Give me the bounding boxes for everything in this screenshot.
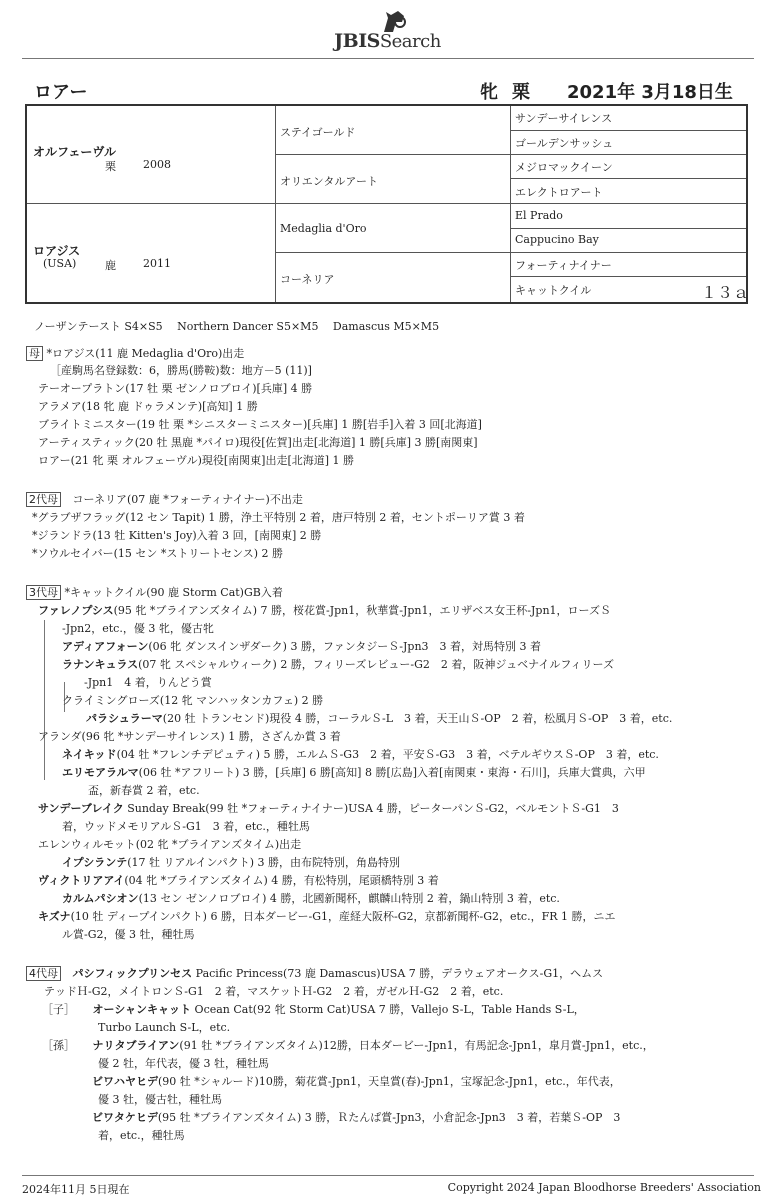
descendant-detail: (07 牝 スペシャルウィーク) 2 勝，フィリーズレビュー-G2 2 着，阪神ジュベナイルフィリーズ xyxy=(138,658,614,671)
child-tag: ［子］ xyxy=(42,1003,75,1016)
grandchild-name[interactable]: ビワタケヒデ xyxy=(92,1111,158,1124)
descendant-line xyxy=(62,819,310,834)
report-date: 2024年11月 5日現在 xyxy=(22,1183,130,1196)
descendant-detail: (06 牡 *アフリート) 3 勝，[兵庫] 6 勝[高知] 8 勝[広島]入着[南関東・東海・石川]，兵庫大賞典，六甲 xyxy=(138,766,646,779)
pedigree-table xyxy=(25,104,748,304)
dsd[interactable]: Cappucino Bay xyxy=(515,233,599,246)
sire-year: 2008 xyxy=(143,158,171,171)
sire-dam[interactable]: オリエンタルアート xyxy=(280,175,379,188)
footer-rule xyxy=(22,1175,754,1176)
descendant-line[interactable] xyxy=(62,891,560,906)
second-dam-tag: 2代母 xyxy=(26,492,61,507)
grandchild-line[interactable] xyxy=(92,1074,621,1089)
sire-color: 栗 xyxy=(105,160,116,173)
third-dam-head xyxy=(26,585,283,600)
sire-name[interactable]: オルフェーヴル xyxy=(33,145,117,159)
descendant-detail: 着，ウッドメモリアルＳ-G1 3 着，etc.，種牡馬 xyxy=(62,820,310,833)
descendant-line xyxy=(84,675,212,690)
horse-sex: 牝 xyxy=(480,82,498,103)
grandchild-line-2: 優 2 牡，年代表，優 3 牡，種牡馬 xyxy=(98,1057,269,1070)
descendant-detail: -Jpn2，etc.，優 3 牝，優古牝 xyxy=(62,622,214,635)
dam-line[interactable]: ロアー(21 牝 栗 オルフェーヴル)現役[南関東]出走[北海道] 1 勝 xyxy=(38,454,355,467)
dss[interactable]: El Prado xyxy=(515,209,563,222)
sds[interactable]: メジロマックイーン xyxy=(515,161,613,174)
second-dam-line[interactable]: *ジランドラ(13 牡 Kitten's Joy)入着 3 回，[南関東] 2 勝 xyxy=(32,529,322,542)
descendant-line[interactable] xyxy=(38,801,619,816)
grandchild-detail: (90 牡 *シャルード)10勝，菊花賞-Jpn1，天皇賞(春)-Jpn1，宝塚記念-Jpn1，etc.，年代表， xyxy=(158,1075,621,1088)
descendant-name[interactable]: ネイキッド xyxy=(62,748,117,761)
dam-year: 2011 xyxy=(143,257,171,270)
descendant-detail: (20 牡 トランセンド)現役 4 勝，コーラルＳ-L 3 着，天王山Ｓ-OP 2 着，松風月Ｓ-OP 3 着，etc. xyxy=(162,712,673,725)
descendant-name[interactable]: ファレノプシス xyxy=(38,604,114,617)
horse-birthdate: 2021年 3月18日生 xyxy=(567,82,733,103)
grandchild-name[interactable]: ナリタブライアン xyxy=(92,1039,180,1052)
child-detail: Ocean Cat(92 牝 Storm Cat)USA 7 勝，Vallejo S-L，Table Hands S-L， xyxy=(191,1003,585,1016)
dam-sire[interactable]: Medaglia d'Oro xyxy=(280,222,367,235)
descendant-name[interactable]: イプシランテ xyxy=(62,856,128,869)
grandchild-line-2: 着，etc.，種牡馬 xyxy=(98,1129,185,1142)
horse-color: 栗 xyxy=(512,82,530,103)
descendant-detail: (10 牡 ディープインパクト) 6 勝，日本ダービー-G1，産経大阪杯-G2，京都新聞杯-G2，etc.，FR 1 勝，ニエ xyxy=(70,910,616,923)
copyright: Copyright 2024 Japan Bloodhorse Breeders' Association xyxy=(447,1181,761,1194)
inbreeding: ノーザンテースト S4×S5 Northern Dancer S5×M5 Damascus M5×M5 xyxy=(34,320,440,333)
sire-sire[interactable]: ステイゴールド xyxy=(280,126,356,139)
header-rule xyxy=(22,58,754,59)
descendant-detail: ル賞-G2，優 3 牡，種牡馬 xyxy=(62,928,195,941)
descendant-detail[interactable]: クライミングローズ(12 牝 マンハッタンカフェ) 2 勝 xyxy=(62,694,324,707)
descendant-detail[interactable]: エレンウィルモット(02 牝 *ブライアンズタイム)出走 xyxy=(38,838,302,851)
sss[interactable]: サンデーサイレンス xyxy=(515,112,613,125)
child-line[interactable] xyxy=(42,1002,585,1017)
grandchild-name[interactable]: ビワハヤヒデ xyxy=(92,1075,158,1088)
descendant-line[interactable] xyxy=(62,855,400,870)
family-number: １３ａ xyxy=(701,283,750,302)
fourth-dam-line: テッドＨ-G2，メイトロンＳ-G1 2 着，マスケットＨ-G2 2 着，ガゼルＨ-G2 2 着，etc. xyxy=(44,985,504,998)
descendant-name[interactable]: アディアフォーン xyxy=(62,640,149,653)
grandchild-detail: (95 牡 *ブライアンズタイム) 3 勝，Ｒたんぱ賞-Jpn3，小倉記念-Jpn3 3 着，若葉Ｓ-OP 3 xyxy=(157,1111,621,1124)
descendant-line[interactable] xyxy=(62,657,614,672)
descendant-detail: (95 牝 *ブライアンズタイム) 7 勝，桜花賞-Jpn1，秋華賞-Jpn1，エリザベス女王杯-Jpn1，ローズＳ xyxy=(113,604,611,617)
dam-section-head xyxy=(26,346,244,361)
descendant-line[interactable] xyxy=(86,711,672,726)
descendant-name[interactable]: エリモアラルマ xyxy=(62,766,139,779)
dam-line[interactable]: テーオープラトン(17 牡 栗 ゼンノロブロイ)[兵庫] 4 勝 xyxy=(38,382,313,395)
third-dam-tag: 3代母 xyxy=(26,585,61,600)
dam-color: 鹿 xyxy=(105,259,116,272)
horse-head-icon xyxy=(378,8,408,34)
jbis-logo[interactable] xyxy=(0,8,775,52)
logo-text-search: Search xyxy=(379,31,441,52)
dam-name[interactable]: ロアジス xyxy=(33,244,81,258)
descendant-name[interactable]: パラシュラーマ xyxy=(86,712,163,725)
fourth-dam-detail: Pacific Princess(73 鹿 Damascus)USA 7 勝，デラウェアオークス-G1，ヘムス xyxy=(192,967,604,980)
descendant-line[interactable] xyxy=(38,837,301,852)
dam-line[interactable]: アーティスティック(20 牡 黒鹿 *パイロ)現役[佐賀]出走[北海道] 1 勝[兵庫] 3 勝[南関東] xyxy=(38,436,478,449)
descendant-line[interactable] xyxy=(62,747,659,762)
child-line-2: Turbo Launch S-L，etc. xyxy=(98,1021,231,1034)
horse-name: ロアー xyxy=(34,82,88,103)
dds[interactable]: フォーティナイナー xyxy=(515,259,612,272)
dam-dam[interactable]: コーネリア xyxy=(280,273,335,286)
ddd[interactable]: キャットクイル xyxy=(515,284,592,297)
dam-line[interactable]: ブライトミニスター(19 牡 栗 *シニスターミニスター)[兵庫] 1 勝[岩手]入着 3 回[北海道] xyxy=(38,418,482,431)
descendant-line[interactable] xyxy=(38,729,341,744)
ssd[interactable]: ゴールデンサッシュ xyxy=(515,137,614,150)
descendant-line[interactable] xyxy=(38,909,616,924)
descendant-name[interactable]: キズナ xyxy=(38,910,71,923)
descendant-detail: -Jpn1 4 着，りんどう賞 xyxy=(84,676,212,689)
descendant-name[interactable]: ヴィクトリアアイ xyxy=(38,874,125,887)
descendant-name[interactable]: ラナンキュラス xyxy=(62,658,139,671)
descendant-line[interactable] xyxy=(38,603,611,618)
descendant-line xyxy=(88,783,200,798)
tree-bar xyxy=(44,620,45,780)
fourth-dam-head xyxy=(26,966,603,981)
descendant-line[interactable] xyxy=(62,765,646,780)
child-name[interactable]: オーシャンキャット xyxy=(92,1003,192,1016)
second-dam-head xyxy=(26,492,303,507)
dam-head[interactable]: *ロアジス(11 鹿 Medaglia d'Oro)出走 xyxy=(46,347,245,360)
third-dam-name[interactable]: *キャットクイル(90 鹿 Storm Cat)GB入着 xyxy=(64,586,283,599)
second-dam-line[interactable]: *ソウルセイバー(15 セン *ストリートセンス) 2 勝 xyxy=(32,547,284,560)
descendant-detail[interactable]: アランダ(96 牝 *サンデーサイレンス) 1 勝，さざんか賞 3 着 xyxy=(38,730,341,743)
sdd[interactable]: エレクトロアート xyxy=(515,186,603,199)
dam-line[interactable]: アラメア(18 牝 鹿 ドゥラメンテ)[高知] 1 勝 xyxy=(38,400,258,413)
descendant-detail: (13 セン ゼンノロブロイ) 4 勝，北國新聞杯，麒麟山特別 2 着，鍋山特別 3 着，etc. xyxy=(138,892,560,905)
fourth-dam-name[interactable]: パシフィックプリンセス xyxy=(72,967,193,980)
descendant-line[interactable] xyxy=(38,873,439,888)
second-dam-line[interactable]: *グラブザフラッグ(12 セン Tapit) 1 勝，浄土平特別 2 着，唐戸特別 2 着，セントポーリア賞 3 着 xyxy=(32,511,525,524)
dam-line: ［産駒馬名登録数：6，勝馬(勝鞍)数：地方－5 (11)] xyxy=(50,364,312,377)
descendant-line[interactable] xyxy=(62,639,541,654)
grandchild-line[interactable] xyxy=(92,1110,620,1125)
second-dam-name[interactable]: コーネリア(07 鹿 *フォーティナイナー)不出走 xyxy=(72,493,303,506)
grandchild-detail: (91 牡 *ブライアンズタイム)12勝，日本ダービー-Jpn1，有馬記念-Jpn1，皐月賞-Jpn1，etc.， xyxy=(179,1039,654,1052)
descendant-line[interactable] xyxy=(62,693,323,708)
descendant-name[interactable]: サンデーブレイク xyxy=(38,802,124,815)
dam-tag: 母 xyxy=(26,346,43,361)
fourth-dam-tag: 4代母 xyxy=(26,966,61,981)
descendant-detail: (17 牡 リアルインパクト) 3 勝，由布院特別，角島特別 xyxy=(127,856,401,869)
descendant-name[interactable]: カルムパシオン xyxy=(62,892,139,905)
logo-text: JBIS xyxy=(334,30,380,52)
descendant-detail: (04 牝 *ブライアンズタイム) 4 勝，有松特別，尾頭橋特別 3 着 xyxy=(124,874,439,887)
descendant-line xyxy=(62,621,214,636)
grandchild-line-2: 優 3 牡，優古牡，種牡馬 xyxy=(98,1093,222,1106)
grandchild-tag: ［孫］ xyxy=(42,1039,75,1052)
dam-origin: (USA) xyxy=(43,257,77,270)
descendant-detail: 盃，新春賞 2 着，etc. xyxy=(88,784,200,797)
descendant-detail: (04 牡 *フレンチデピュティ) 5 勝，エルムＳ-G3 2 着，平安Ｓ-G3 3 着，ベテルギウスＳ-OP 3 着，etc. xyxy=(116,748,659,761)
grandchild-line[interactable] xyxy=(42,1038,654,1053)
descendant-detail: Sunday Break(99 牡 *フォーティナイナー)USA 4 勝，ピーターパンＳ-G2，ベルモントＳ-G1 3 xyxy=(123,802,619,815)
descendant-line xyxy=(62,927,195,942)
descendant-detail: (06 牝 ダンスインザダーク) 3 勝，ファンタジーＳ-Jpn3 3 着，対馬特別 3 着 xyxy=(148,640,542,653)
